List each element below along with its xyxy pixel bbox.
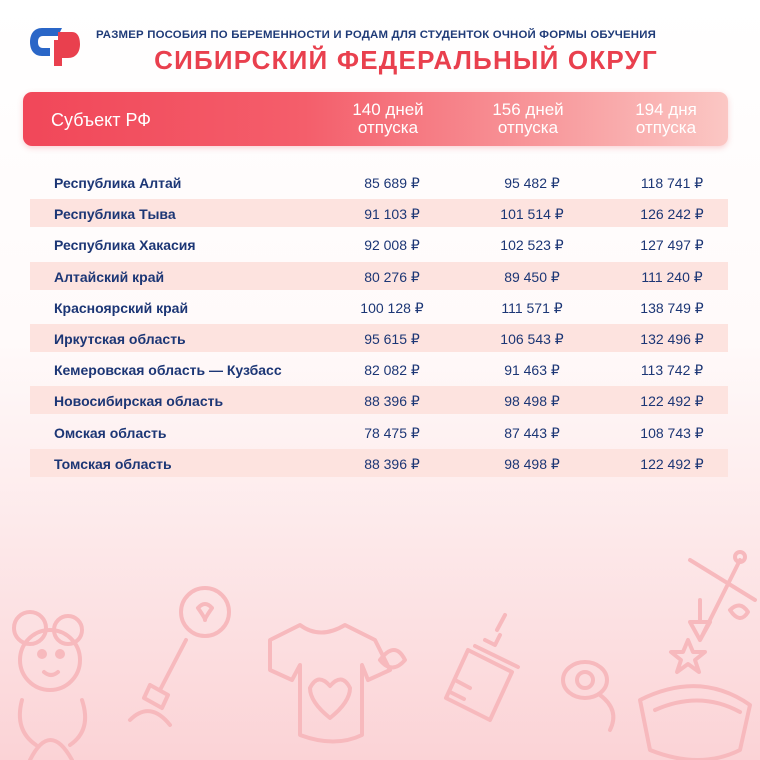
amount-194-days: 127 497 ₽ [640,237,704,254]
table-header [23,92,728,146]
table-row [30,168,728,196]
amount-140-days: 80 276 ₽ [364,268,420,285]
region-name: Томская область [54,455,172,472]
column-header-194-days [601,101,731,137]
sfr-logo [28,22,82,68]
teddy-bear-icon [14,612,85,760]
rattle-icon [144,588,229,708]
amount-194-days: 118 741 ₽ [640,175,704,191]
amount-194-days: 108 743 ₽ [640,424,704,441]
swirl-icon [130,711,170,725]
amount-156-days: 95 482 ₽ [504,175,560,191]
amount-140-days: 88 396 ₽ [364,393,420,410]
amount-156-days: 91 463 ₽ [504,362,560,379]
column-header-156-days [463,101,593,137]
region-name: Омская область [54,424,167,441]
pacifier-icon [563,662,613,730]
amount-156-days: 101 514 ₽ [500,206,564,223]
table-row [30,324,728,352]
baby-bottle-icon [446,615,518,720]
column-header-140-line2: отпуска [357,118,419,137]
column-header-156-line1: 156 дней [492,100,564,119]
page-title: СИБИРСКИЙ ФЕДЕРАЛЬНЫЙ ОКРУГ [154,45,658,75]
amount-140-days: 91 103 ₽ [364,206,420,223]
amount-156-days: 106 543 ₽ [500,330,564,347]
region-name: Республика Алтай [54,175,182,191]
amount-140-days: 92 008 ₽ [364,237,420,254]
amount-194-days: 138 749 ₽ [640,299,704,316]
column-header-194-line1: 194 дня [635,100,697,119]
table-row [30,230,728,258]
table-row [30,386,728,414]
page-subtitle: РАЗМЕР ПОСОБИЯ ПО БЕРЕМЕННОСТИ И РОДАМ ДЛЯ СТУДЕНТОК ОЧНОЙ ФОРМЫ ОБУЧЕНИЯ [96,29,656,41]
region-name: Кемеровская область — Кузбасс [54,362,282,379]
column-header-subject: Субъект РФ [51,110,151,130]
column-header-140-line1: 140 дней [352,100,424,119]
amount-140-days: 78 475 ₽ [364,424,420,441]
amount-194-days: 122 492 ₽ [640,393,704,410]
benefit-table [30,168,728,480]
amount-194-days: 126 242 ₽ [640,206,704,223]
region-name: Республика Хакасия [54,237,196,254]
amount-194-days: 113 742 ₽ [640,362,704,379]
amount-194-days: 132 496 ₽ [640,330,704,347]
amount-156-days: 98 498 ₽ [504,393,560,410]
table-row [30,418,728,446]
amount-156-days: 87 443 ₽ [504,424,560,441]
column-header-156-line2: отпуска [497,118,559,137]
amount-140-days: 95 615 ₽ [364,330,420,347]
crib-mobile-icon [671,552,755,672]
amount-194-days: 111 240 ₽ [641,268,703,285]
amount-140-days: 88 396 ₽ [364,455,420,472]
column-header-140-days [323,101,453,137]
amount-194-days: 122 492 ₽ [640,455,704,472]
region-name: Алтайский край [54,268,165,285]
column-header-194-line2: отпуска [635,118,697,137]
diaper-icon [640,686,750,760]
table-row [30,355,728,383]
table-row [30,293,728,321]
amount-156-days: 111 571 ₽ [501,299,563,316]
amount-140-days: 85 689 ₽ [364,175,420,191]
region-name: Иркутская область [54,330,186,347]
region-name: Новосибирская область [54,393,224,410]
region-name: Республика Тыва [54,206,176,223]
amount-156-days: 102 523 ₽ [500,237,564,254]
region-name: Красноярский край [54,299,189,316]
amount-156-days: 89 450 ₽ [504,268,560,285]
table-row [30,199,728,227]
amount-156-days: 98 498 ₽ [504,455,560,472]
table-row [30,449,728,477]
table-row [30,262,728,290]
baby-decorations [0,530,760,760]
amount-140-days: 82 082 ₽ [364,362,420,379]
amount-140-days: 100 128 ₽ [360,299,424,316]
baby-bodysuit-icon [270,625,390,742]
